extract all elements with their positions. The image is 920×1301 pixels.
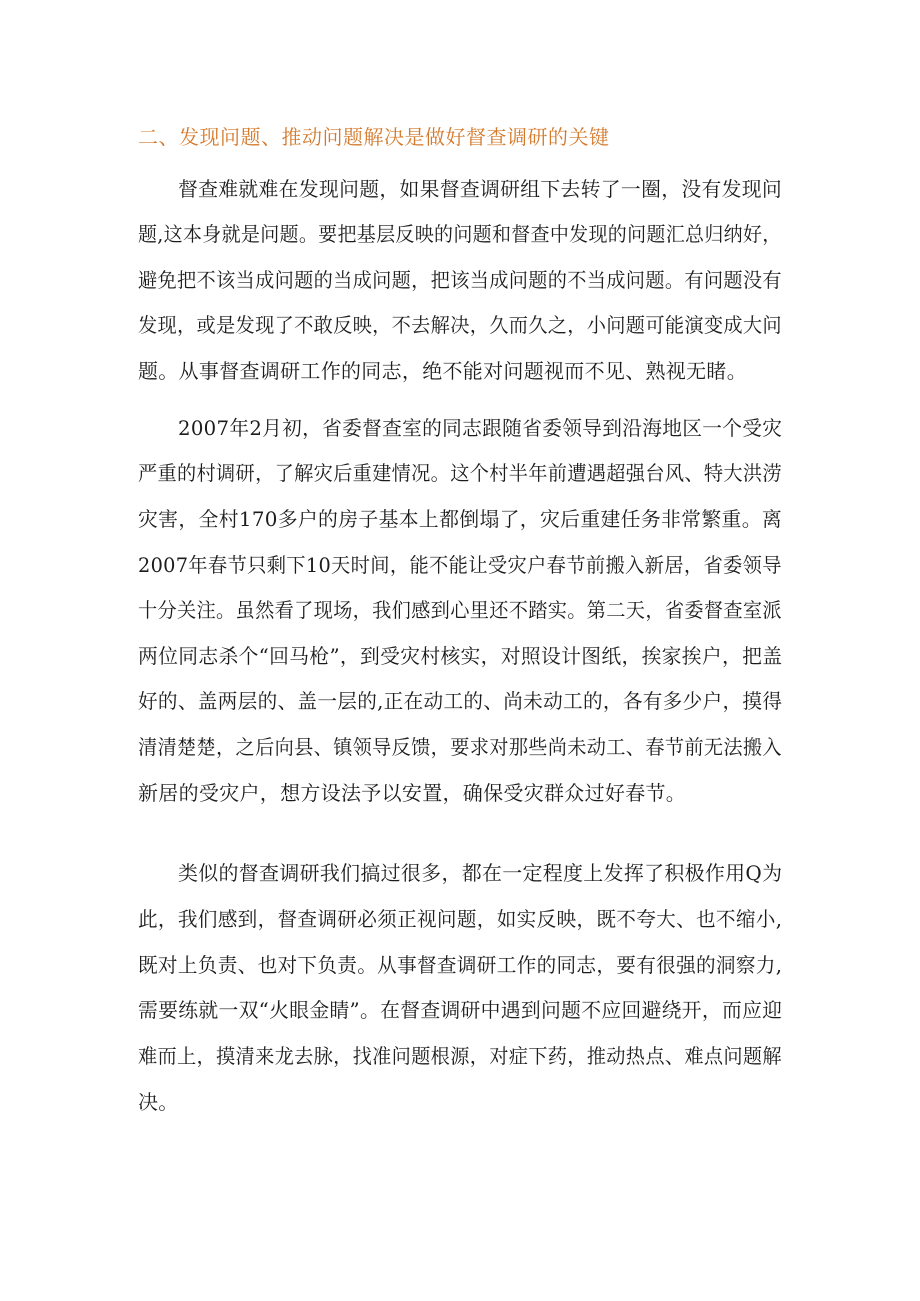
paragraph-2-line-9: 新居的受灾户，想方设法予以安置，确保受灾群众过好春节。: [138, 781, 687, 805]
paragraph-2-line-3: 灾害，全村170多户的房子基本上都倒塌了，灾后重建任务非常繁重。离: [138, 507, 783, 531]
paragraph-3-line-1: 类似的督查调研我们搞过很多，都在一定程度上发挥了积极作用Q为: [178, 861, 783, 885]
paragraph-3-line-5: 难而上，摸清来龙去脉，找准问题根源，对症下药，推动热点、难点问题解: [138, 1044, 782, 1068]
paragraph-2-line-2: 严重的村调研，了解灾后重建情况。这个村半年前遭遇超强台风、特大洪涝: [138, 461, 782, 485]
paragraph-2-line-5: 十分关注。虽然看了现场，我们感到心里还不踏实。第二天，省委督查室派: [138, 598, 782, 622]
paragraph-1-line-2: 题,这本身就是问题。要把基层反映的问题和督查中发现的问题汇总归纳好，: [138, 222, 782, 246]
paragraph-1-line-4: 发现，或是发现了不敢反映，不去解决，久而久之，小问题可能演变成大问: [138, 313, 782, 337]
paragraph-3-line-4: 需要练就一双“火眼金睛”。在督查调研中遇到问题不应回避绕开，而应迎: [138, 998, 783, 1022]
paragraph-3-line-3: 既对上负责、也对下负责。从事督查调研工作的同志，要有很强的洞察力,: [138, 953, 783, 977]
paragraph-2-line-6: 两位同志杀个“回马枪”，到受灾村核实，对照设计图纸，挨家挨户，把盖: [138, 644, 783, 668]
paragraph-2-line-1: 2007年2月初，省委督查室的同志跟随省委领导到沿海地区一个受灾: [178, 416, 783, 440]
paragraph-2-line-7: 好的、盖两层的、盖一层的,正在动工的、尚未动工的，各有多少户，摸得: [138, 689, 783, 713]
paragraph-2-line-8: 清清楚楚，之后向县、镇领导反馈，要求对那些尚未动工、春节前无法搬入: [138, 735, 782, 759]
paragraph-3-line-6: 决。: [138, 1090, 179, 1114]
paragraph-1-line-5: 题。从事督查调研工作的同志，绝不能对问题视而不见、熟视无睹。: [138, 359, 747, 383]
paragraph-1-line-1: 督查难就难在发现问题，如果督查调研组下去转了一圈，没有发现问: [178, 177, 783, 201]
paragraph-1-line-3: 避免把不该当成问题的当成问题，把该当成问题的不当成问题。有问题没有: [138, 268, 782, 292]
section-heading: 二、发现问题、推动问题解决是做好督查调研的关键: [138, 125, 610, 149]
paragraph-2-line-4: 2007年春节只剩下10天时间，能不能让受灾户春节前搬入新居，省委领导: [138, 553, 782, 577]
paragraph-3-line-2: 此，我们感到，督查调研必须正视问题，如实反映，既不夸大、也不缩小,: [138, 907, 783, 931]
